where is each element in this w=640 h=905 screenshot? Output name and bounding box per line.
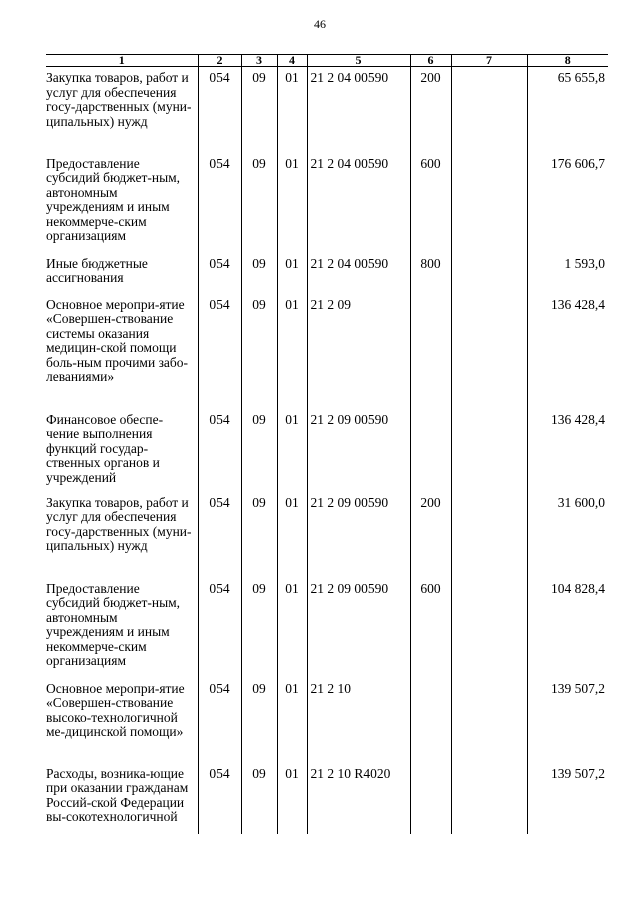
- table-row: [46, 67, 608, 153]
- header-col-6: 6: [410, 55, 451, 67]
- ministry-code: 054: [198, 294, 241, 409]
- expense-name: Основное меропри-ятие «Совершен-ствование высоко-технологичной ме-дицинской помощи»: [46, 680, 185, 739]
- ministry-code: 054: [198, 67, 241, 153]
- expense-kind-code: [410, 409, 451, 492]
- expense-name: Предоставление субсидий бюджет-ным, автономным учреждениям и иным некоммерче-ским организациям: [46, 580, 181, 668]
- expense-kind-code: [410, 294, 451, 409]
- table-row: [46, 578, 608, 678]
- subsection-code: 01: [277, 153, 307, 253]
- col7-cell: [451, 294, 527, 409]
- expense-name: Иные бюджетные ассигнования: [46, 255, 148, 285]
- ministry-code: 054: [198, 763, 241, 834]
- header-col-1: 1: [46, 55, 198, 67]
- header-col-4: 4: [277, 55, 307, 67]
- col7-cell: [451, 153, 527, 253]
- subsection-code: 01: [277, 763, 307, 834]
- expense-kind-code: 200: [410, 492, 451, 578]
- table-row: [46, 253, 608, 294]
- col7-cell: [451, 253, 527, 294]
- amount: 139 507,2: [527, 763, 608, 834]
- col7-cell: [451, 492, 527, 578]
- header-col-5: 5: [307, 55, 410, 67]
- col7-cell: [451, 763, 527, 834]
- subsection-code: 01: [277, 409, 307, 492]
- subsection-code: 01: [277, 492, 307, 578]
- amount: 136 428,4: [527, 409, 608, 492]
- table-row: [46, 678, 608, 763]
- target-article-code: 21 2 10 R4020: [307, 763, 410, 834]
- col7-cell: [451, 67, 527, 153]
- subsection-code: 01: [277, 678, 307, 763]
- expense-name: Предоставление субсидий бюджет-ным, автономным учреждениям и иным некоммерче-ским организациям: [46, 155, 181, 243]
- target-article-code: 21 2 04 00590: [307, 67, 410, 153]
- ministry-code: 054: [198, 409, 241, 492]
- section-code: 09: [241, 578, 277, 678]
- section-code: 09: [241, 763, 277, 834]
- header-row: [46, 55, 608, 67]
- subsection-code: 01: [277, 294, 307, 409]
- expense-name: Основное меропри-ятие «Совершен-ствование системы оказания медицин-ской помощи боль-ным прочими забо-леваниями»: [46, 296, 189, 384]
- section-code: 09: [241, 253, 277, 294]
- expense-name: Финансовое обеспе-чение выполнения функций государ-ственных органов и учреждений: [46, 411, 164, 485]
- expense-name: Закупка товаров, работ и услуг для обеспечения госу-дарственных (муни-ципальных) нужд: [46, 70, 192, 129]
- ministry-code: 054: [198, 492, 241, 578]
- expense-kind-code: [410, 678, 451, 763]
- section-code: 09: [241, 153, 277, 253]
- budget-table: [46, 54, 608, 834]
- section-code: 09: [241, 678, 277, 763]
- header-col-7: 7: [451, 55, 527, 67]
- amount: 139 507,2: [527, 678, 608, 763]
- amount: 1 593,0: [527, 253, 608, 294]
- ministry-code: 054: [198, 153, 241, 253]
- header-col-2: 2: [198, 55, 241, 67]
- col7-cell: [451, 678, 527, 763]
- table-row: [46, 409, 608, 492]
- section-code: 09: [241, 67, 277, 153]
- amount: 176 606,7: [527, 153, 608, 253]
- target-article-code: 21 2 10: [307, 678, 410, 763]
- target-article-code: 21 2 09 00590: [307, 578, 410, 678]
- ministry-code: 054: [198, 253, 241, 294]
- expense-kind-code: 200: [410, 67, 451, 153]
- expense-kind-code: [410, 763, 451, 834]
- amount: 104 828,4: [527, 578, 608, 678]
- amount: 65 655,8: [527, 67, 608, 153]
- section-code: 09: [241, 294, 277, 409]
- subsection-code: 01: [277, 67, 307, 153]
- target-article-code: 21 2 04 00590: [307, 153, 410, 253]
- col7-cell: [451, 409, 527, 492]
- header-col-8: 8: [527, 55, 608, 67]
- table-row: [46, 294, 608, 409]
- expense-name: Закупка товаров, работ и услуг для обеспечения госу-дарственных (муни-ципальных) нужд: [46, 494, 192, 553]
- expense-kind-code: 800: [410, 253, 451, 294]
- ministry-code: 054: [198, 578, 241, 678]
- ministry-code: 054: [198, 678, 241, 763]
- section-code: 09: [241, 409, 277, 492]
- target-article-code: 21 2 09 00590: [307, 492, 410, 578]
- table-row: [46, 153, 608, 253]
- expense-kind-code: 600: [410, 153, 451, 253]
- table-row: [46, 763, 608, 834]
- target-article-code: 21 2 04 00590: [307, 253, 410, 294]
- page-number: 46: [314, 17, 326, 31]
- subsection-code: 01: [277, 578, 307, 678]
- expense-name: Расходы, возника-ющие при оказании гражданам Россий-ской Федерации вы-сокотехнологичной: [46, 765, 189, 824]
- subsection-code: 01: [277, 253, 307, 294]
- col7-cell: [451, 578, 527, 678]
- section-code: 09: [241, 492, 277, 578]
- header-col-3: 3: [241, 55, 277, 67]
- expense-kind-code: 600: [410, 578, 451, 678]
- amount: 31 600,0: [527, 492, 608, 578]
- target-article-code: 21 2 09: [307, 294, 410, 409]
- target-article-code: 21 2 09 00590: [307, 409, 410, 492]
- table-row: [46, 492, 608, 578]
- amount: 136 428,4: [527, 294, 608, 409]
